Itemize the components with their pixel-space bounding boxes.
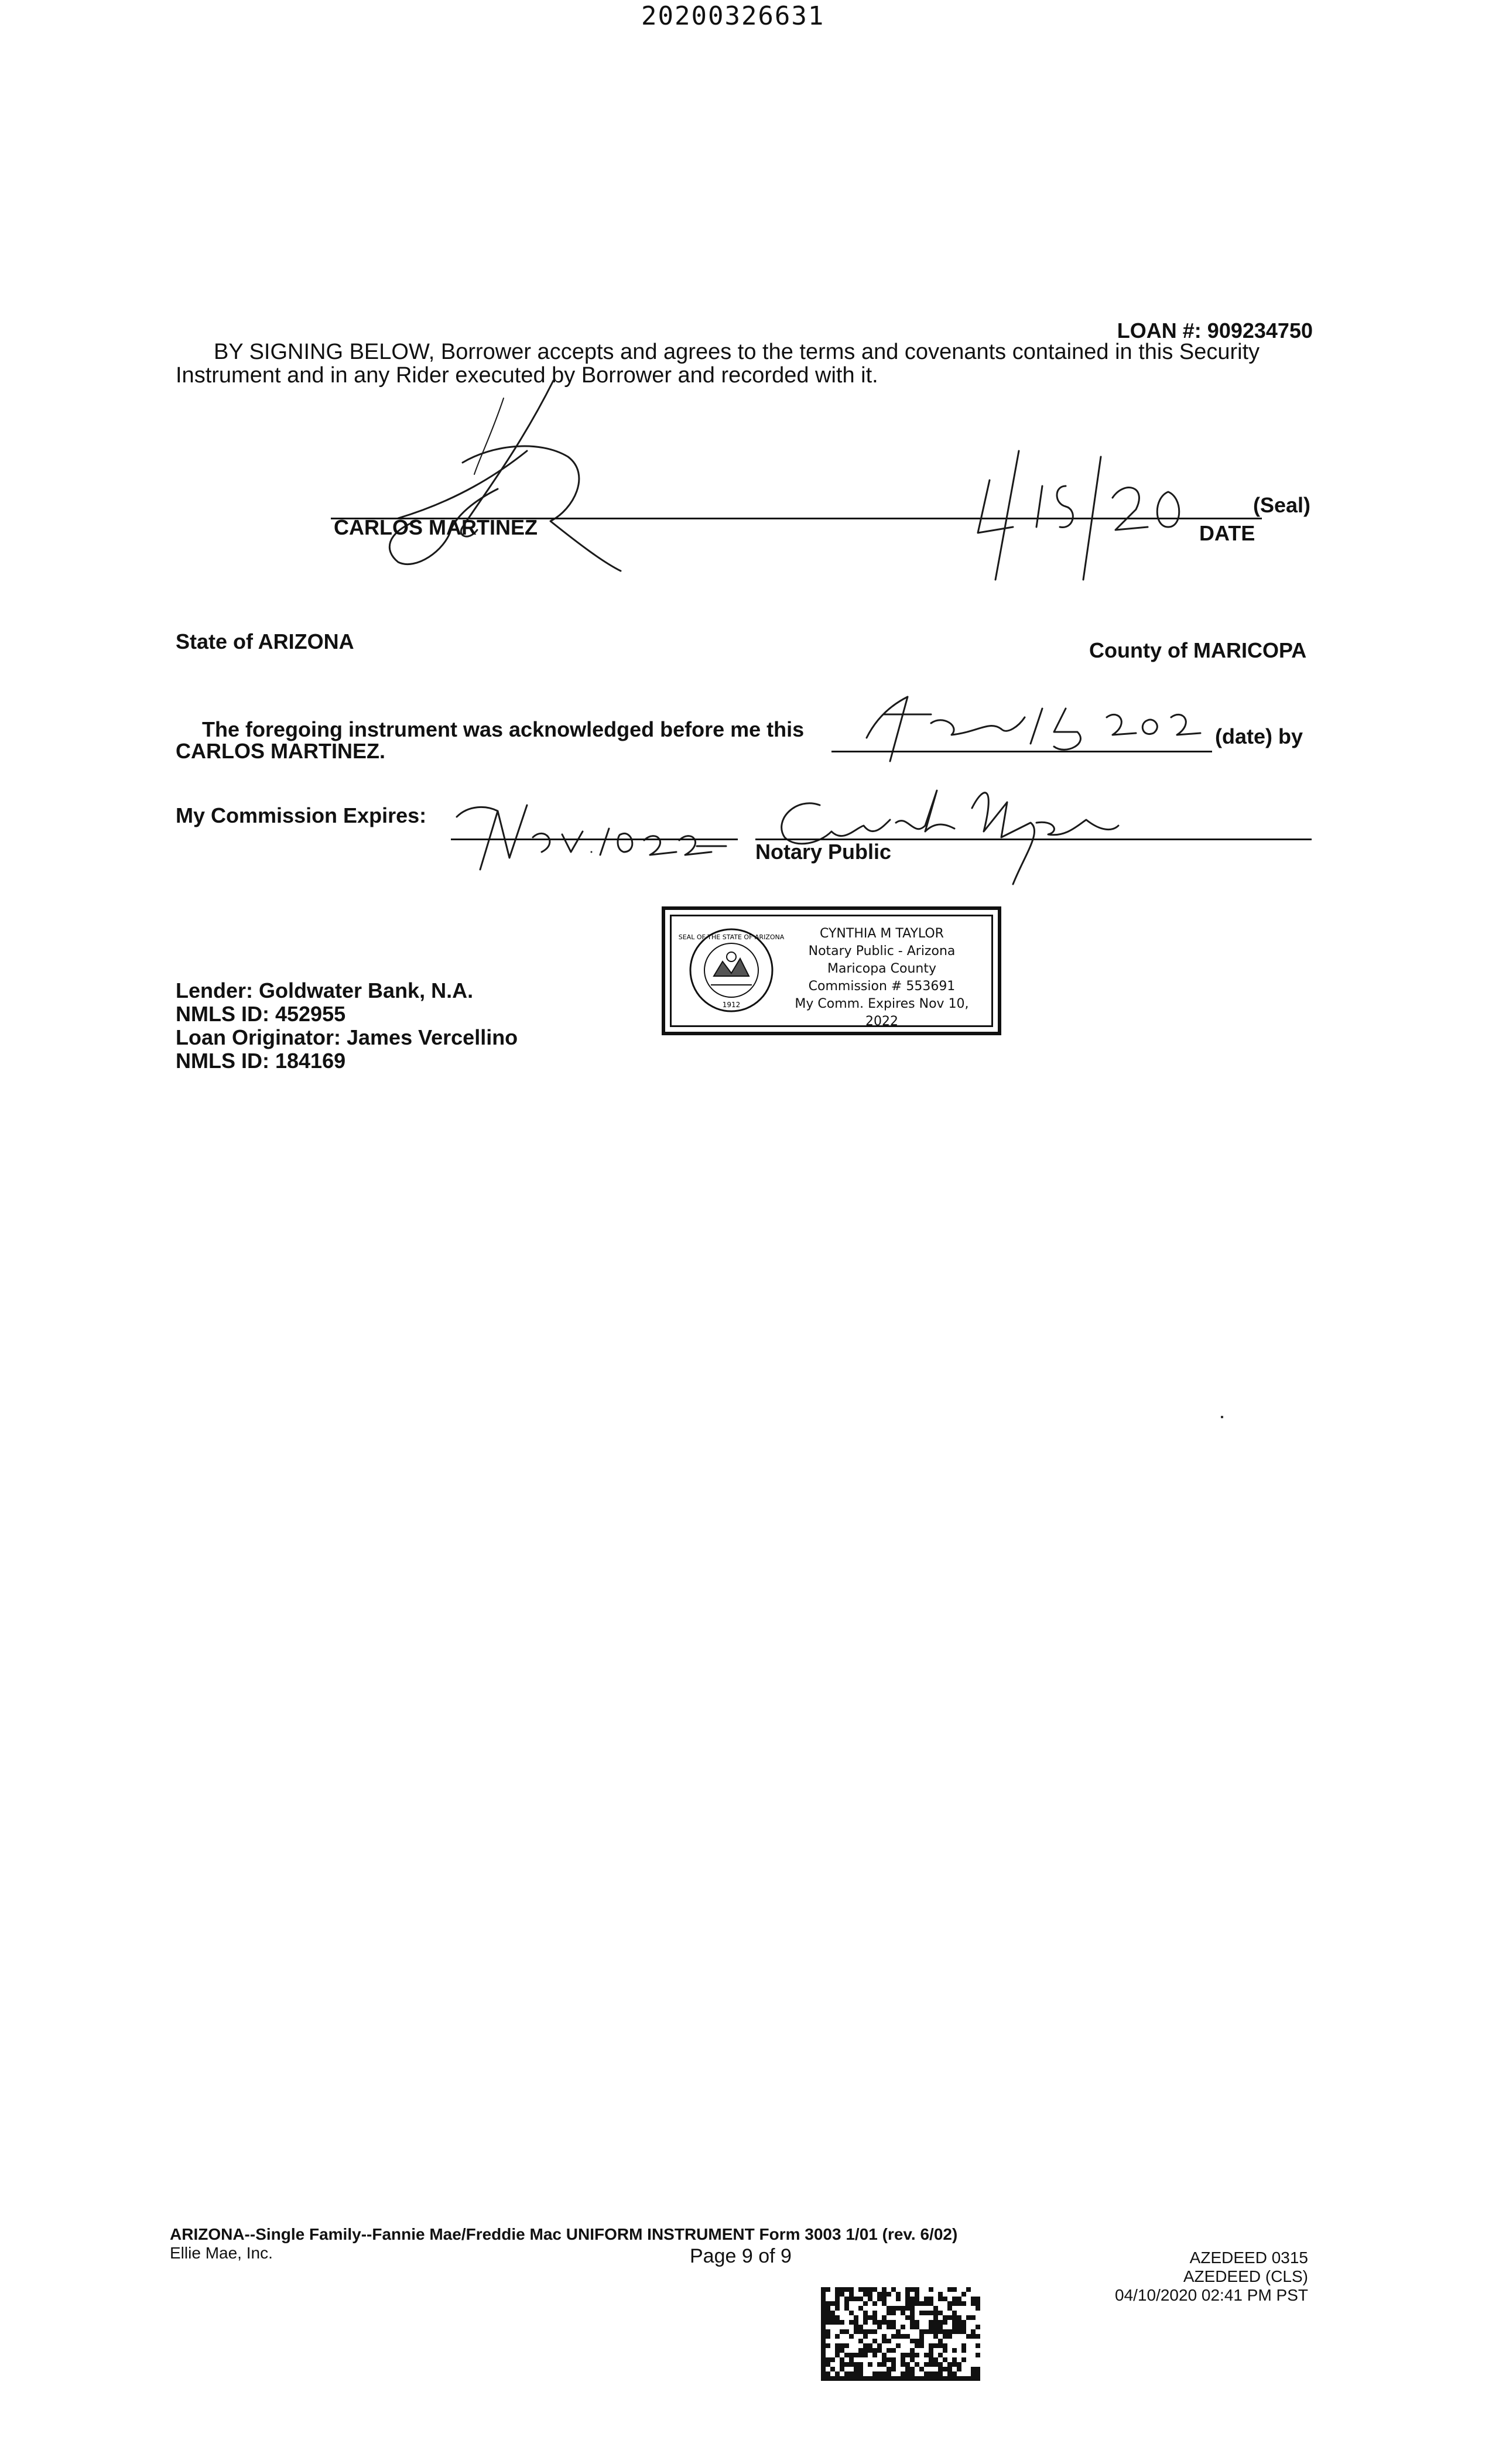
commission-handwritten-date — [445, 793, 738, 875]
stray-mark — [1221, 1416, 1223, 1418]
lender-name: Lender: Goldwater Bank, N.A. — [176, 978, 474, 1002]
seal-ring-text: SEAL OF THE STATE OF ARIZONA — [678, 933, 785, 941]
lender-info — [176, 979, 518, 1073]
acknowledgment-line-1: The foregoing instrument was acknowledged before me this — [202, 717, 805, 741]
seal-label: (Seal) — [1253, 493, 1311, 517]
intro-line-1: BY SIGNING BELOW, Borrower accepts and agrees to the terms and covenants contained in this Security — [214, 340, 1260, 364]
seal-year: 1912 — [722, 1001, 741, 1009]
notary-signature — [750, 773, 1124, 890]
county-text: County of MARICOPA — [1089, 638, 1307, 662]
notary-stamp-text — [776, 925, 987, 1031]
footer-page: Page 9 of 9 — [690, 2245, 792, 2267]
footer-form-title: ARIZONA--Single Family--Fannie Mae/Freddie Mac UNIFORM INSTRUMENT Form 3003 1/01 (rev. 6/02) — [170, 2225, 958, 2243]
footer-timestamp: 04/10/2020 02:41 PM PST — [1115, 2286, 1308, 2304]
borrower-handwritten-date — [966, 445, 1212, 586]
footer-company: Ellie Mae, Inc. — [170, 2244, 273, 2262]
loan-value: 909234750 — [1207, 319, 1313, 343]
acknowledgment-line-2: CARLOS MARTINEZ. — [176, 739, 385, 763]
borrower-signature — [328, 375, 656, 586]
stamp-name: CYNTHIA M TAYLOR — [820, 926, 944, 941]
borrower-name: CARLOS MARTINEZ — [334, 515, 538, 539]
stamp-commission: Commission # 553691 — [808, 979, 956, 994]
footer-code-1: AZEDEED 0315 — [1189, 2249, 1308, 2267]
barcode-icon — [821, 2287, 980, 2381]
acknowledgment-date-suffix: (date) by — [1215, 724, 1303, 748]
date-label: DATE — [1199, 521, 1255, 545]
stamp-title: Notary Public - Arizona — [808, 944, 956, 959]
intro-line-2: Instrument and in any Rider executed by Borrower and recorded with it. — [176, 363, 878, 388]
commission-date-line — [451, 839, 738, 840]
notary-stamp — [662, 906, 1001, 1035]
stamp-county: Maricopa County — [827, 961, 936, 976]
loan-label: LOAN #: — [1117, 319, 1202, 343]
footer-code-2: AZEDEED (CLS) — [1183, 2267, 1308, 2285]
lender-nmls: NMLS ID: 452955 — [176, 1002, 346, 1026]
notary-public-label: Notary Public — [755, 840, 892, 864]
recording-number: 20200326631 — [641, 1, 825, 31]
loan-originator: Loan Originator: James Vercellino — [176, 1025, 518, 1049]
state-text: State of ARIZONA — [176, 629, 354, 653]
commission-label: My Commission Expires: — [176, 803, 427, 827]
state-seal-icon — [678, 926, 785, 1014]
stamp-expires: My Comm. Expires Nov 10, 2022 — [795, 997, 969, 1029]
originator-nmls: NMLS ID: 184169 — [176, 1049, 346, 1073]
footer-codes — [1115, 2249, 1308, 2305]
acknowledgment-date-line — [831, 751, 1212, 752]
